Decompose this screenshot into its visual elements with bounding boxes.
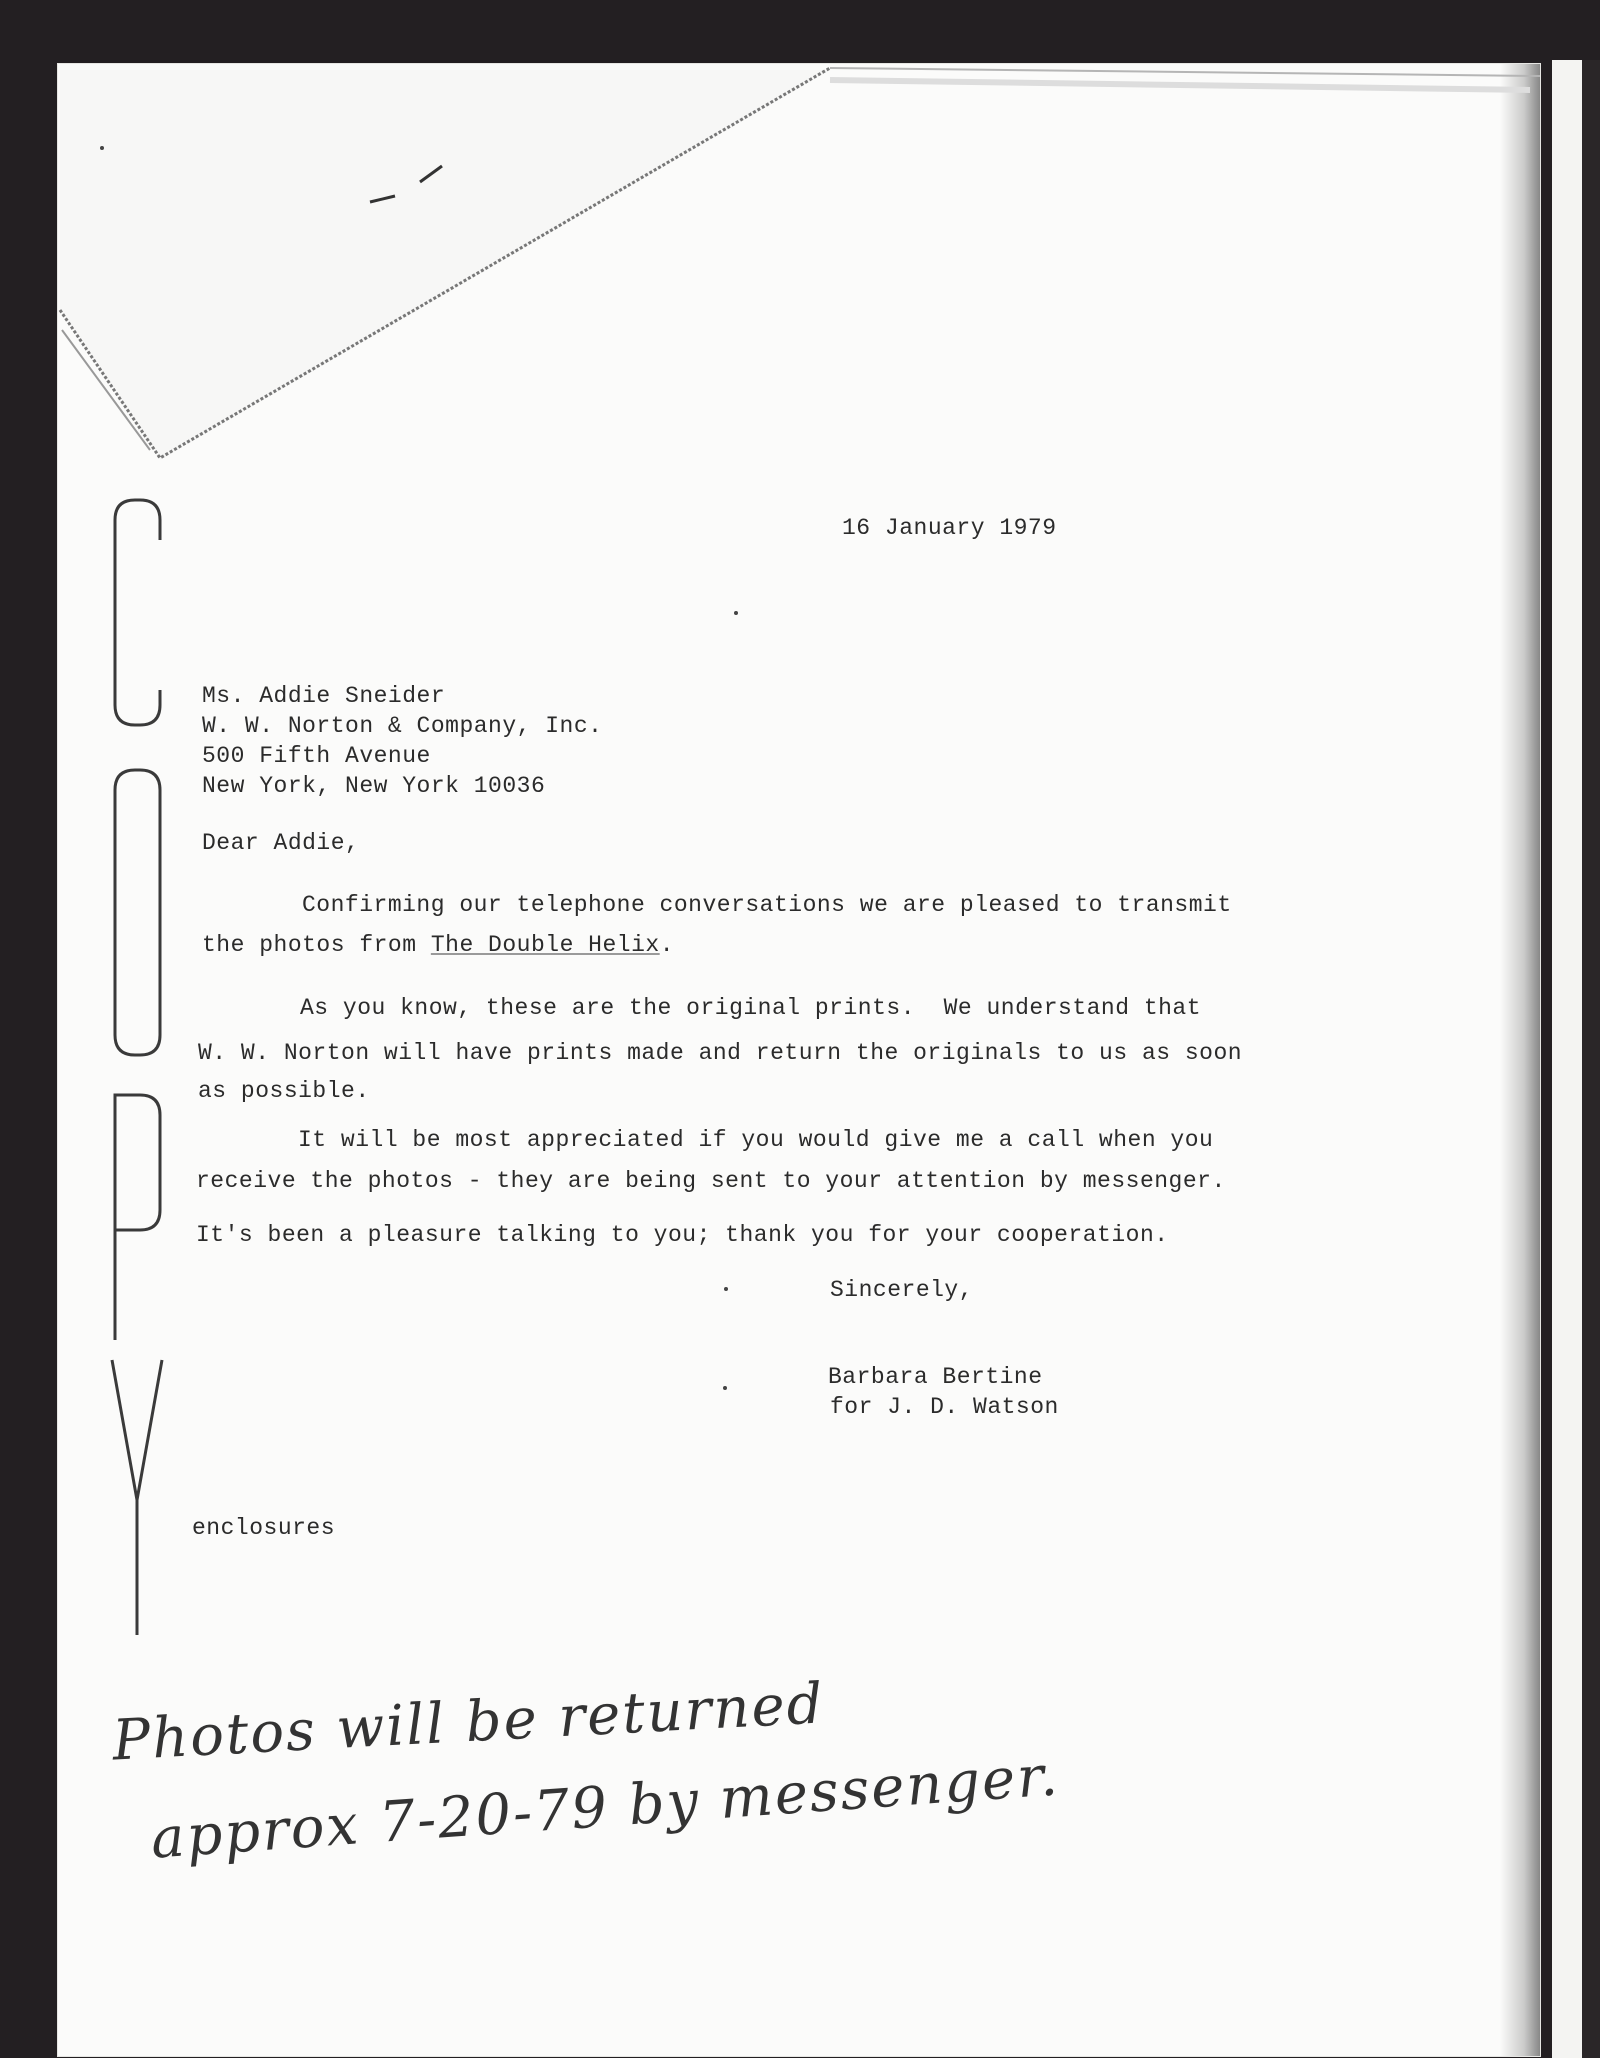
speck xyxy=(100,146,104,150)
speck xyxy=(734,611,738,615)
paragraph2-line2: W. W. Norton will have prints made and return the originals to us as soon xyxy=(198,1040,1243,1066)
paragraph2-line1: As you know, these are the original prints. We understand that xyxy=(300,995,1202,1021)
recipient-street: 500 Fifth Avenue xyxy=(202,743,431,769)
scan-background-edge xyxy=(1582,60,1600,2058)
paragraph2-line3: as possible. xyxy=(198,1078,370,1104)
closing: Sincerely, xyxy=(830,1277,974,1303)
handwritten-note-line1: Photos will be returned xyxy=(110,1671,826,1774)
recipient-city: New York, New York 10036 xyxy=(202,773,546,799)
paragraph1-line2-start: the photos from xyxy=(202,932,431,958)
paragraph1-line2-end: . xyxy=(659,932,674,958)
letter-date: 16 January 1979 xyxy=(842,515,1057,541)
paragraph1-line1: Confirming our telephone conversations we are pleased to transmit xyxy=(302,892,1232,918)
recipient-name: Ms. Addie Sneider xyxy=(202,683,446,709)
enclosures-note: enclosures xyxy=(192,1515,336,1541)
paragraph1-line2 xyxy=(202,932,674,958)
signer-name: Barbara Bertine xyxy=(828,1364,1043,1390)
recipient-company: W. W. Norton & Company, Inc. xyxy=(202,713,603,739)
book-title: The Double Helix xyxy=(430,932,660,958)
handwritten-note-line2: approx 7-20-79 by messenger. xyxy=(148,1743,1062,1872)
salutation: Dear Addie, xyxy=(202,830,360,856)
page-shadow xyxy=(1500,64,1540,2056)
speck xyxy=(724,1287,728,1291)
paragraph3-line1: It will be most appreciated if you would give me a call when you xyxy=(298,1127,1214,1153)
speck xyxy=(723,1386,727,1390)
signer-for: for J. D. Watson xyxy=(830,1394,1059,1420)
paragraph3-line3: It's been a pleasure talking to you; thank you for your cooperation. xyxy=(196,1222,1169,1248)
paragraph3-line2: receive the photos - they are being sent to your attention by messenger. xyxy=(196,1168,1226,1194)
